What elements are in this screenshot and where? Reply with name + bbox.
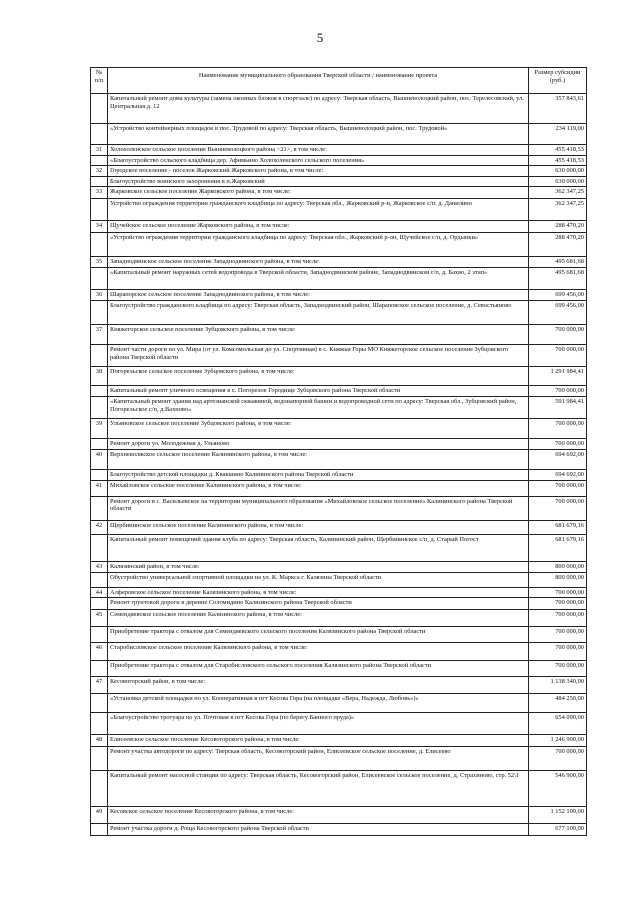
table-row [91,713,587,735]
row-name: Обустройство универсальной спортивной площадки на ул. К. Маркса г. Калязина Тверской области [108,572,529,587]
row-name: «Благоустройство тротуара по ул. Почтовая в пгт Кесова Гора (по берегу Банного пруда)» [108,713,529,735]
header-name: Наименование муниципального образования Тверской области / наименование проекта [108,68,529,94]
row-amount: 1 291 984,41 [529,367,587,386]
row-name: Капитальный ремонт насосной станции по адресу: Тверская область, Кесовогорский район, Елисеевское сельское поселение, д. Страхиново, стр. 52\1 [108,771,529,807]
row-amount: 700 000,00 [529,345,587,367]
row-name: Ремонт дороги в с. Васильевское на территории муниципального образования «Михайловское сельское поселение» Калининского района Тверской области [108,496,529,520]
row-number [91,598,108,610]
table-row [91,587,587,598]
table-row [91,677,587,694]
row-amount: 630 000,00 [529,166,587,177]
row-amount: 700 000,00 [529,598,587,610]
row-amount: 700 000,00 [529,439,587,450]
row-amount: 357 843,61 [529,94,587,124]
row-name: Городское поселение - поселок Жарковский Жарковского района, в том числе: [108,166,529,177]
row-number [91,233,108,257]
row-name: Ремонт части дороги по ул. Мира (от ул. Комсомольская до ул. Спортивная) в с. Княжьи Горы МО Княжегорское сельское поселение Зубцовского района Тверской области [108,345,529,367]
row-amount: 1 138 340,00 [529,677,587,694]
row-number: 48 [91,735,108,747]
row-name: Ремонт участка дороги д. Роща Кесовогорского района Тверской области [108,824,529,836]
row-amount: 362 347,25 [529,187,587,199]
table-row [91,824,587,836]
table-row [91,469,587,480]
row-amount: 694 692,00 [529,469,587,480]
row-name: Погорельское сельское поселение Зубцовского района, в том числе: [108,367,529,386]
row-number: 40 [91,449,108,469]
row-number [91,345,108,367]
row-name: «Устройство ограждения территории гражданского кладбища по адресу: Тверская обл., Жарковский р-он, Щучейское с/п, д. Ордынки» [108,233,529,257]
row-name: Елисеевское сельское поселение Кесовогорского района, в том числе: [108,735,529,747]
row-number [91,824,108,836]
row-number [91,747,108,771]
table-row [91,661,587,677]
table-row [91,771,587,807]
table-row [91,643,587,661]
row-name: Устройство ограждения территории гражданского кладбища по адресу: Тверская обл., Жарковский р-н, Жарковское с/п. д. Данилино [108,199,529,221]
table-row [91,325,587,345]
row-number: 49 [91,807,108,824]
row-amount: 495 681,68 [529,268,587,290]
row-number: 41 [91,480,108,496]
row-number [91,94,108,124]
row-number [91,534,108,561]
row-amount: 699 456,00 [529,301,587,325]
row-name: Капитальный ремонт дома культуры (замена оконных блоков в спортзале) по адресу: Тверская область, Вышневолоцкий район, пос. Терелесовский, ул. Центральная д. 12 [108,94,529,124]
row-name: Семендяевское сельское поселение Калязинского района, в том числе: [108,610,529,627]
row-name: Капитальный ремонт помещений здания клуба по адресу: Тверская область, Калининский район, Щербининское с/п, д. Старый Погост [108,534,529,561]
row-number: 45 [91,610,108,627]
row-number [91,176,108,187]
table-header-row [91,68,587,94]
row-number [91,572,108,587]
table-row [91,257,587,268]
row-amount: 455 418,53 [529,145,587,156]
row-number: 35 [91,257,108,268]
row-amount: 700 000,00 [529,419,587,439]
table-row [91,155,587,166]
row-name: Михайловское сельское поселение Калининского района, в том числе: [108,480,529,496]
table-row [91,221,587,233]
row-number: 42 [91,520,108,534]
row-number: 39 [91,419,108,439]
row-number [91,397,108,419]
table-row [91,367,587,386]
row-name: Приобретение трактора с отвалом для Семендяевского сельского поселения Калязинского района Тверской области [108,627,529,643]
row-number [91,661,108,677]
row-number [91,268,108,290]
row-amount: 234 119,00 [529,124,587,145]
row-name: Щучейское сельское поселение Жарковского района, в том числе: [108,221,529,233]
table-row [91,807,587,824]
row-amount: 677 109,00 [529,824,587,836]
row-amount: 700 000,00 [529,627,587,643]
table-row [91,199,587,221]
row-name: Княжегорское сельское поселение Зубцовского района, в том числе: [108,325,529,345]
row-number: 36 [91,290,108,301]
table-row [91,480,587,496]
subsidy-table [90,67,587,836]
table-row [91,301,587,325]
row-amount: 700 000,00 [529,325,587,345]
row-name: Ремонт дороги ул. Молодежная д. Ульяново [108,439,529,450]
table-row [91,166,587,177]
row-number [91,469,108,480]
row-name: Алферовское сельское поселение Калязинского района, в том числе: [108,587,529,598]
table-row [91,94,587,124]
row-number: 31 [91,145,108,156]
table-row [91,449,587,469]
row-number [91,199,108,221]
page-number: 5 [316,30,324,45]
row-number [91,627,108,643]
row-number: 38 [91,367,108,386]
table-row [91,627,587,643]
row-amount: 591 984,41 [529,397,587,419]
row-number: 33 [91,187,108,199]
row-name: Щербининское сельское поселение Калининского района, в том числе: [108,520,529,534]
row-amount: 681 679,16 [529,534,587,561]
row-amount: 700 000,00 [529,496,587,520]
row-name: «Благоустройство сельского кладбища дер. Афимьино Холохоленского сельского поселения» [108,155,529,166]
table-row [91,439,587,450]
table-row [91,233,587,257]
table-row [91,187,587,199]
row-amount: 288 470,20 [529,221,587,233]
row-amount: 484 250,00 [529,694,587,713]
row-number: 37 [91,325,108,345]
row-name: Ремонт грунтовой дороги в деревне Соломидино Калязинского района Тверской области [108,598,529,610]
row-amount: 288 470,20 [529,233,587,257]
row-number [91,694,108,713]
row-number: 43 [91,561,108,572]
row-number [91,771,108,807]
row-number: 46 [91,643,108,661]
row-name: «Установка детской площадки по ул. Кооперативная в пгт Кесова Гора (на площадке «Вера, Надежда, Любовь»)» [108,694,529,713]
row-number [91,124,108,145]
row-amount: 800 000,00 [529,561,587,572]
row-amount: 700 000,00 [529,610,587,627]
row-amount: 700 000,00 [529,747,587,771]
row-name: Ремонт участка автодороги по адресу: Тверская область, Кесовогорский район, Елисеевское сельское поселение, д. Елисеево [108,747,529,771]
row-number [91,386,108,397]
row-amount: 681 679,16 [529,520,587,534]
row-name: Благоустройство детской площадки д. Квакшино Калининского района Тверской области [108,469,529,480]
row-number [91,496,108,520]
row-amount: 1 152 109,00 [529,807,587,824]
header-amount: Размер субсидии (руб.) [529,68,587,94]
row-name: Благоустройство воинского захоронения в п.Жарковский [108,176,529,187]
header-num: № п/п [91,68,108,94]
row-name: «Устройство контейнерных площадок в пос. Трудовой по адресу: Тверская область, Вышневолоцкий район, пос. Трудовой» [108,124,529,145]
row-name: Западнодвинское сельское поселение Западнодвинского района, в том числе: [108,257,529,268]
row-amount: 455 418,53 [529,155,587,166]
table-row [91,124,587,145]
row-amount: 700 000,00 [529,386,587,397]
table-row [91,419,587,439]
row-amount: 700 000,00 [529,661,587,677]
row-number: 34 [91,221,108,233]
row-number: 32 [91,166,108,177]
row-amount: 700 000,00 [529,643,587,661]
row-amount: 699 456,00 [529,290,587,301]
row-name: Старобисловское сельское поселение Калязинского района, в том числе: [108,643,529,661]
row-amount: 800 000,00 [529,572,587,587]
table-row [91,386,587,397]
table-row [91,268,587,290]
row-number [91,155,108,166]
row-name: Верхневолжское сельское поселение Калининского района, в том числе: [108,449,529,469]
row-amount: 700 000,00 [529,480,587,496]
table-row [91,735,587,747]
row-amount: 654 090,00 [529,713,587,735]
row-name: Приобретение трактора с отвалом для Старобисловского сельского поселения Калязинского района Тверской области [108,661,529,677]
row-number: 44 [91,587,108,598]
table-row [91,747,587,771]
row-name: Кесовское сельское поселение Кесовогорского района, в том числе: [108,807,529,824]
row-amount: 546 900,00 [529,771,587,807]
row-name: Капитальный ремонт уличного освещения в с. Погорелое Городище Зубцовского района Тверской области [108,386,529,397]
row-name: Жарковское сельское поселение Жарковского района, в том числе: [108,187,529,199]
table-row [91,694,587,713]
table-row [91,534,587,561]
row-name: Ульяновское сельское поселение Зубцовского района, в том числе: [108,419,529,439]
row-number [91,301,108,325]
row-name: Калязинский район, в том числе: [108,561,529,572]
table-row [91,561,587,572]
row-amount: 694 692,00 [529,449,587,469]
table-row [91,610,587,627]
row-name: Кесовогорский район, в том числе: [108,677,529,694]
row-amount: 1 246 900,00 [529,735,587,747]
row-amount: 630 000,00 [529,176,587,187]
row-number: 47 [91,677,108,694]
row-amount: 700 000,00 [529,587,587,598]
row-name: «Капитальный ремонт здания над артезианской скважиной, водонапорной башни и водопроводной сети по адресу: Тверская обл., Зубцовский район, Погорельское с/п, д.Вахново» [108,397,529,419]
table-row [91,345,587,367]
row-number [91,439,108,450]
row-amount: 362 347,25 [529,199,587,221]
row-name: «Капитальный ремонт наружных сетей водопровода в Тверской области, Западнодвинском районе, Западнодвинском с/п, д. Бахво, 2 этап» [108,268,529,290]
table-row [91,520,587,534]
table-row [91,598,587,610]
table-row [91,572,587,587]
row-name: Шарапорское сельское поселение Западнодвинского района, в том числе: [108,290,529,301]
table-row [91,496,587,520]
table-row [91,145,587,156]
table-row [91,397,587,419]
table-row [91,290,587,301]
table-row [91,176,587,187]
row-name: Холохоленское сельское поселение Вышневолоцкого района <21>, в том числе: [108,145,529,156]
row-number [91,713,108,735]
row-name: Благоустройство гражданского кладбища по адресу: Тверская область, Западнодвинский район, Шараповское сельское поселение, д. Севостьяново [108,301,529,325]
row-amount: 495 681,68 [529,257,587,268]
